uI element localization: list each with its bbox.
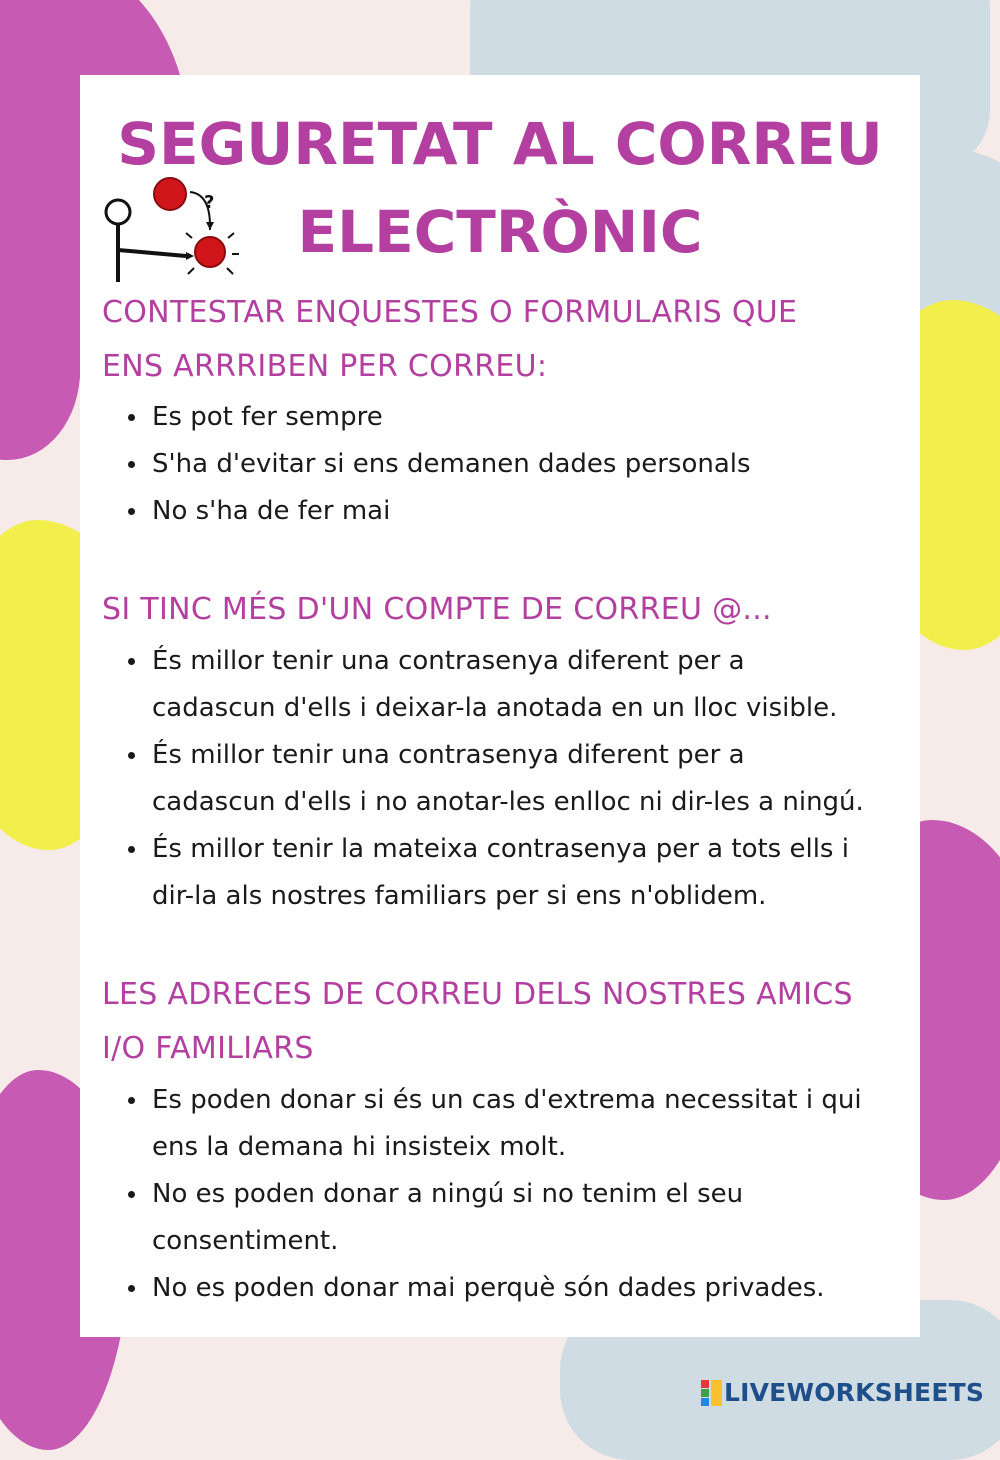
answer-option[interactable]: És millor tenir una contrasenya diferent per a cadascun d'ells i deixar-la anotada en un lloc visible. (152, 638, 952, 732)
section-heading-line: LES ADRECES DE CORREU DELS NOSTRES AMICS (102, 977, 853, 1012)
section-heading (102, 968, 853, 1076)
brand-logo (700, 1375, 984, 1409)
answer-option[interactable]: No s'ha de fer mai (152, 488, 952, 535)
answer-option[interactable]: No es poden donar mai perquè són dades privades. (152, 1265, 952, 1312)
answer-list (120, 1077, 952, 1312)
answer-option[interactable]: Es pot fer sempre (152, 394, 952, 441)
section-heading (102, 286, 797, 394)
answer-list (120, 394, 952, 535)
choose-pictogram-icon (98, 170, 248, 290)
section-heading (102, 583, 772, 637)
title-line-1: SEGURETAT AL CORREU (117, 110, 883, 178)
answer-option[interactable]: No es poden donar a ningú si no tenim el seu consentiment. (152, 1171, 952, 1265)
answer-option[interactable]: Es poden donar si és un cas d'extrema necessitat i qui ens la demana hi insisteix molt. (152, 1077, 952, 1171)
section-heading-line: I/O FAMILIARS (102, 1031, 314, 1066)
question-mark-icon: ? (204, 192, 215, 213)
title-line-2: ELECTRÒNIC (297, 198, 703, 266)
answer-option[interactable]: És millor tenir una contrasenya diferent per a cadascun d'ells i no anotar-les enlloc ni dir-les a ningú. (152, 732, 952, 826)
section-heading-line: SI TINC MÉS D'UN COMPTE DE CORREU @... (102, 592, 772, 627)
answer-list (120, 638, 952, 920)
answer-option[interactable]: S'ha d'evitar si ens demanen dades personals (152, 441, 952, 488)
section-heading-line: ENS ARRRIBEN PER CORREU: (102, 349, 548, 384)
answer-option[interactable]: És millor tenir la mateixa contrasenya per a tots ells i dir-la als nostres familiars per si ens n'oblidem. (152, 826, 952, 920)
section-heading-line: CONTESTAR ENQUESTES O FORMULARIS QUE (102, 295, 798, 330)
liveworksheets-logo-icon (700, 1378, 724, 1406)
brand-name: LIVEWORKSHEETS (724, 1377, 985, 1407)
